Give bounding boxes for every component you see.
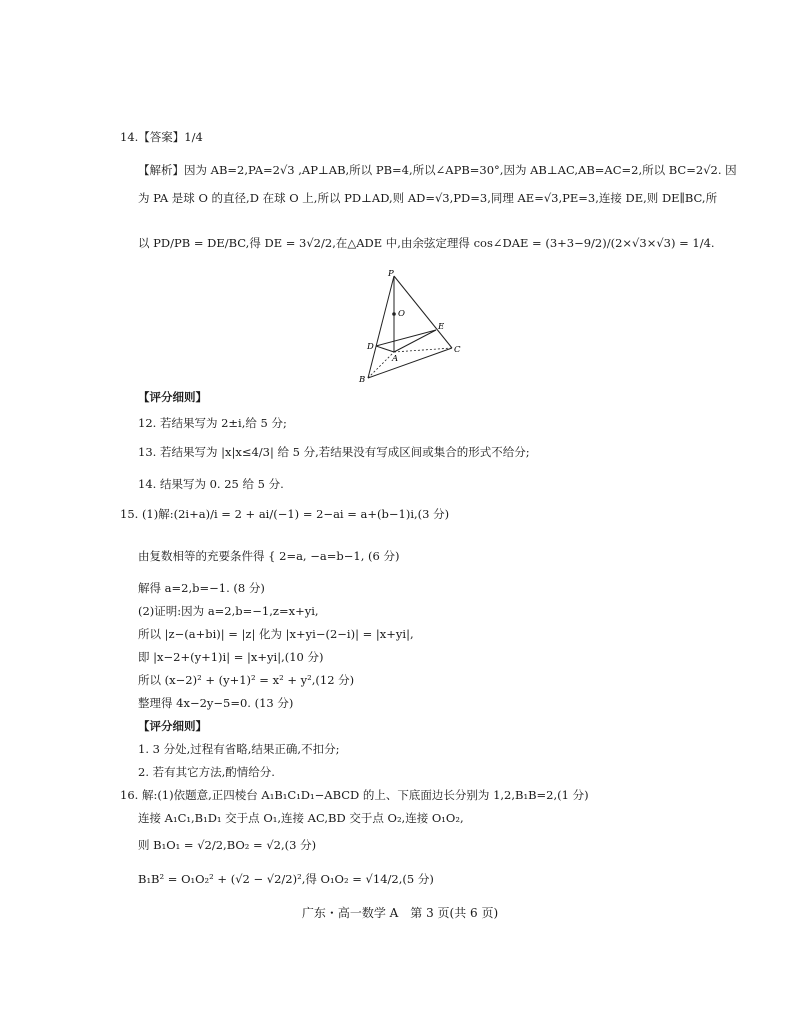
q16-connect-step: 连接 A₁C₁,B₁D₁ 交于点 O₁,连接 AC,BD 交于点 O₂,连接 O₁O₂,	[138, 811, 464, 825]
edge-bc	[368, 348, 452, 378]
edge-da	[376, 346, 394, 352]
analysis-line-1: 【解析】因为 AB=2,PA=2√3 ,AP⊥AB,所以 PB=4,所以∠APB=30°,因为 AB⊥AC,AB=AC=2,所以 BC=2√2. 因	[138, 163, 737, 177]
q15-part2-proof: (2)证明:因为 a=2,b=−1,z=x+yi,	[138, 604, 319, 618]
rule-2: 2. 若有其它方法,酌情给分.	[138, 765, 275, 779]
rule-14: 14. 结果写为 0. 25 给 5 分.	[138, 477, 284, 491]
rule-1: 1. 3 分处,过程有省略,结果正确,不扣分;	[138, 742, 340, 756]
analysis-line-2: 为 PA 是球 O 的直径,D 在球 O 上,所以 PD⊥AD,则 AD=√3,PD=3,同理 AE=√3,PE=3,连接 DE,则 DE∥BC,所	[138, 191, 718, 205]
label-a: A	[392, 354, 399, 364]
answer-14-heading: 14.【答案】1/4	[120, 130, 203, 144]
q15-equivalent-step: 即 |x−2+(y+1)i| = |x+yi|,(10 分)	[138, 650, 324, 664]
geometry-figure	[352, 268, 468, 386]
scoring-rules-heading-2: 【评分细则】	[138, 719, 207, 733]
analysis-line-3: 以 PD/PB = DE/BC,得 DE = 3√2/2,在△ADE 中,由余弦定理得 cos∠DAE = (3+3−9/2)/(2×√3×√3) = 1/4.	[138, 236, 715, 250]
edge-ae	[394, 330, 436, 352]
edge-de	[376, 330, 436, 346]
edge-pb	[368, 276, 394, 378]
label-o: O	[398, 309, 405, 319]
page-footer: 广东・高一数学 A 第 3 页(共 6 页)	[301, 906, 499, 920]
q15-result: 整理得 4x−2y−5=0. (13 分)	[138, 696, 294, 710]
q15-part1: 15. (1)解:(2i+a)/i = 2 + ai/(−1) = 2−ai = a+(b−1)i,(3 分)	[120, 507, 450, 521]
tetrahedron-diagram	[352, 268, 468, 386]
q16-lengths-step: 则 B₁O₁ = √2/2,BO₂ = √2,(3 分)	[138, 838, 317, 852]
rule-12: 12. 若结果写为 2±i,给 5 分;	[138, 416, 287, 430]
label-e: E	[438, 322, 445, 332]
q15-square-step: 所以 (x−2)² + (y+1)² = x² + y²,(12 分)	[138, 673, 355, 687]
q16-height-step: B₁B² = O₁O₂² + (√2 − √2/2)²,得 O₁O₂ = √14/2,(5 分)	[138, 872, 434, 886]
label-p: P	[388, 269, 394, 279]
label-d: D	[367, 342, 374, 352]
q15-complex-equality: 由复数相等的充要条件得 { 2=a, −a=b−1, (6 分)	[138, 549, 400, 563]
label-b: B	[359, 375, 366, 385]
q16-part1: 16. 解:(1)依题意,正四棱台 A₁B₁C₁D₁−ABCD 的上、下底面边长分别为 1,2,B₁B=2,(1 分)	[120, 788, 589, 802]
label-c: C	[454, 345, 461, 355]
q15-solve: 解得 a=2,b=−1. (8 分)	[138, 581, 265, 595]
rule-13: 13. 若结果写为 |x|x≤4/3| 给 5 分,若结果没有写成区间或集合的形式不给分;	[138, 445, 530, 459]
q15-modulus-step: 所以 |z−(a+bi)| = |z| 化为 |x+yi−(2−i)| = |x+yi|,	[138, 627, 414, 641]
edge-ba	[368, 352, 394, 378]
scoring-rules-heading-1: 【评分细则】	[138, 390, 207, 404]
point-o	[392, 312, 396, 316]
